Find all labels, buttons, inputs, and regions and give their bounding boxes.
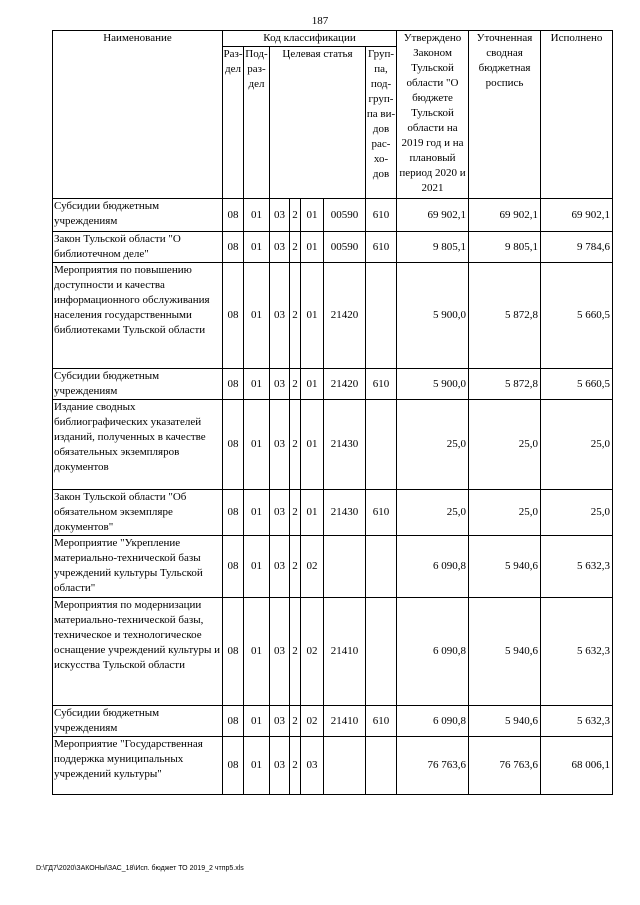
cell-t1: 03 (270, 199, 290, 232)
cell-podrazdel: 01 (244, 737, 270, 795)
cell-t1: 03 (270, 232, 290, 263)
cell-razdel: 08 (223, 536, 244, 598)
table-row (53, 536, 613, 598)
cell-group (366, 263, 397, 369)
cell-name: Закон Тульской области "Об обязательном экземпляре документов" (53, 490, 223, 536)
cell-group (366, 536, 397, 598)
cell-approved: 6 090,8 (397, 598, 469, 706)
cell-podrazdel: 01 (244, 490, 270, 536)
cell-razdel: 08 (223, 706, 244, 737)
cell-executed: 5 632,3 (541, 598, 613, 706)
cell-t4: 00590 (324, 199, 366, 232)
cell-group (366, 737, 397, 795)
table-row (53, 400, 613, 490)
header-razdel: Раз-дел (223, 47, 244, 199)
cell-name: Мероприятия по повышению доступности и качества информационного обслуживания населения государственными библиотеками Тульской области (53, 263, 223, 369)
cell-t3: 01 (301, 369, 324, 400)
cell-approved: 5 900,0 (397, 263, 469, 369)
header-approved: Утверждено Законом Тульской области "О бюджете Тульской области на 2019 год и на плановый период 2020 и 2021 (397, 31, 469, 199)
cell-name: Субсидии бюджетным учреждениям (53, 706, 223, 737)
cell-name: Издание сводных библиографических указателей изданий, полученных в качестве обязательных экземпляров документов (53, 400, 223, 490)
cell-approved: 9 805,1 (397, 232, 469, 263)
cell-group: 610 (366, 232, 397, 263)
cell-podrazdel: 01 (244, 536, 270, 598)
cell-t3: 02 (301, 536, 324, 598)
cell-t4: 21430 (324, 490, 366, 536)
cell-t3: 02 (301, 706, 324, 737)
cell-group: 610 (366, 199, 397, 232)
cell-t1: 03 (270, 490, 290, 536)
cell-executed: 25,0 (541, 490, 613, 536)
cell-razdel: 08 (223, 232, 244, 263)
cell-approved: 25,0 (397, 490, 469, 536)
cell-executed: 68 006,1 (541, 737, 613, 795)
cell-t1: 03 (270, 263, 290, 369)
header-name: Наименование (53, 31, 223, 199)
cell-refined: 5 872,8 (469, 369, 541, 400)
cell-refined: 9 805,1 (469, 232, 541, 263)
table-row (53, 263, 613, 369)
cell-t2: 2 (290, 369, 301, 400)
cell-podrazdel: 01 (244, 706, 270, 737)
cell-group (366, 598, 397, 706)
cell-t2: 2 (290, 737, 301, 795)
cell-refined: 69 902,1 (469, 199, 541, 232)
header-podrazdel: Под-раз-дел (244, 47, 270, 199)
cell-executed: 69 902,1 (541, 199, 613, 232)
cell-t2: 2 (290, 490, 301, 536)
table-row (53, 369, 613, 400)
cell-group: 610 (366, 490, 397, 536)
cell-t2: 2 (290, 199, 301, 232)
cell-t3: 01 (301, 199, 324, 232)
cell-podrazdel: 01 (244, 263, 270, 369)
cell-refined: 25,0 (469, 400, 541, 490)
cell-t1: 03 (270, 536, 290, 598)
cell-t4: 21430 (324, 400, 366, 490)
cell-executed: 5 632,3 (541, 706, 613, 737)
cell-t1: 03 (270, 737, 290, 795)
cell-t4: 21420 (324, 263, 366, 369)
cell-approved: 5 900,0 (397, 369, 469, 400)
file-path-footer: D:\ГД7\2020\ЗАКОНЫ\ЗАС_18\Исп. бюджет ТО 2019_2 чтпр5.xls (36, 865, 244, 872)
header-code: Код классификации (223, 31, 397, 47)
cell-razdel: 08 (223, 263, 244, 369)
cell-approved: 76 763,6 (397, 737, 469, 795)
cell-executed: 5 660,5 (541, 369, 613, 400)
cell-executed: 9 784,6 (541, 232, 613, 263)
cell-t4: 00590 (324, 232, 366, 263)
cell-approved: 69 902,1 (397, 199, 469, 232)
cell-t1: 03 (270, 706, 290, 737)
cell-razdel: 08 (223, 369, 244, 400)
table-row (53, 737, 613, 795)
cell-refined: 5 940,6 (469, 536, 541, 598)
cell-name: Субсидии бюджетным учреждениям (53, 369, 223, 400)
cell-name: Мероприятие "Государственная поддержка муниципальных учреждений культуры" (53, 737, 223, 795)
header-group: Груп-па, под-груп-па ви-дов рас-хо-дов (366, 47, 397, 199)
table-row (53, 490, 613, 536)
cell-t2: 2 (290, 400, 301, 490)
header-target: Целевая статья (270, 47, 366, 199)
table-row (53, 598, 613, 706)
cell-razdel: 08 (223, 737, 244, 795)
cell-t4: 21410 (324, 706, 366, 737)
cell-t1: 03 (270, 369, 290, 400)
cell-razdel: 08 (223, 199, 244, 232)
cell-t3: 01 (301, 400, 324, 490)
cell-t3: 03 (301, 737, 324, 795)
cell-t4: 21420 (324, 369, 366, 400)
cell-t1: 03 (270, 598, 290, 706)
cell-approved: 25,0 (397, 400, 469, 490)
cell-group: 610 (366, 369, 397, 400)
cell-name: Мероприятия по модернизации материально-технической базы, техническое и технологическое оснащение учреждений культуры и искусства Тульской области (53, 598, 223, 706)
cell-approved: 6 090,8 (397, 706, 469, 737)
cell-podrazdel: 01 (244, 199, 270, 232)
cell-approved: 6 090,8 (397, 536, 469, 598)
cell-t3: 01 (301, 490, 324, 536)
cell-t1: 03 (270, 400, 290, 490)
cell-razdel: 08 (223, 598, 244, 706)
table-row (53, 706, 613, 737)
cell-t4: 21410 (324, 598, 366, 706)
cell-name: Субсидии бюджетным учреждениям (53, 199, 223, 232)
cell-executed: 5 632,3 (541, 536, 613, 598)
cell-podrazdel: 01 (244, 232, 270, 263)
header-executed: Исполнено (541, 31, 613, 199)
page-number: 187 (311, 15, 329, 27)
cell-refined: 25,0 (469, 490, 541, 536)
cell-podrazdel: 01 (244, 400, 270, 490)
budget-table (52, 30, 613, 795)
cell-t2: 2 (290, 706, 301, 737)
table-row (53, 199, 613, 232)
cell-podrazdel: 01 (244, 369, 270, 400)
cell-refined: 5 940,6 (469, 706, 541, 737)
cell-razdel: 08 (223, 400, 244, 490)
cell-group (366, 400, 397, 490)
cell-name: Мероприятие "Укрепление материально-технической базы учреждений культуры Тульской области" (53, 536, 223, 598)
cell-t4 (324, 536, 366, 598)
cell-t3: 01 (301, 232, 324, 263)
table-row (53, 232, 613, 263)
cell-executed: 25,0 (541, 400, 613, 490)
cell-t3: 01 (301, 263, 324, 369)
cell-t3: 02 (301, 598, 324, 706)
cell-refined: 5 872,8 (469, 263, 541, 369)
cell-t2: 2 (290, 232, 301, 263)
cell-name: Закон Тульской области "О библиотечном деле" (53, 232, 223, 263)
cell-podrazdel: 01 (244, 598, 270, 706)
cell-t2: 2 (290, 536, 301, 598)
cell-razdel: 08 (223, 490, 244, 536)
cell-refined: 5 940,6 (469, 598, 541, 706)
cell-t2: 2 (290, 598, 301, 706)
cell-refined: 76 763,6 (469, 737, 541, 795)
header-refined: Уточненная сводная бюджетная роспись (469, 31, 541, 199)
cell-group: 610 (366, 706, 397, 737)
cell-t2: 2 (290, 263, 301, 369)
cell-t4 (324, 737, 366, 795)
cell-executed: 5 660,5 (541, 263, 613, 369)
